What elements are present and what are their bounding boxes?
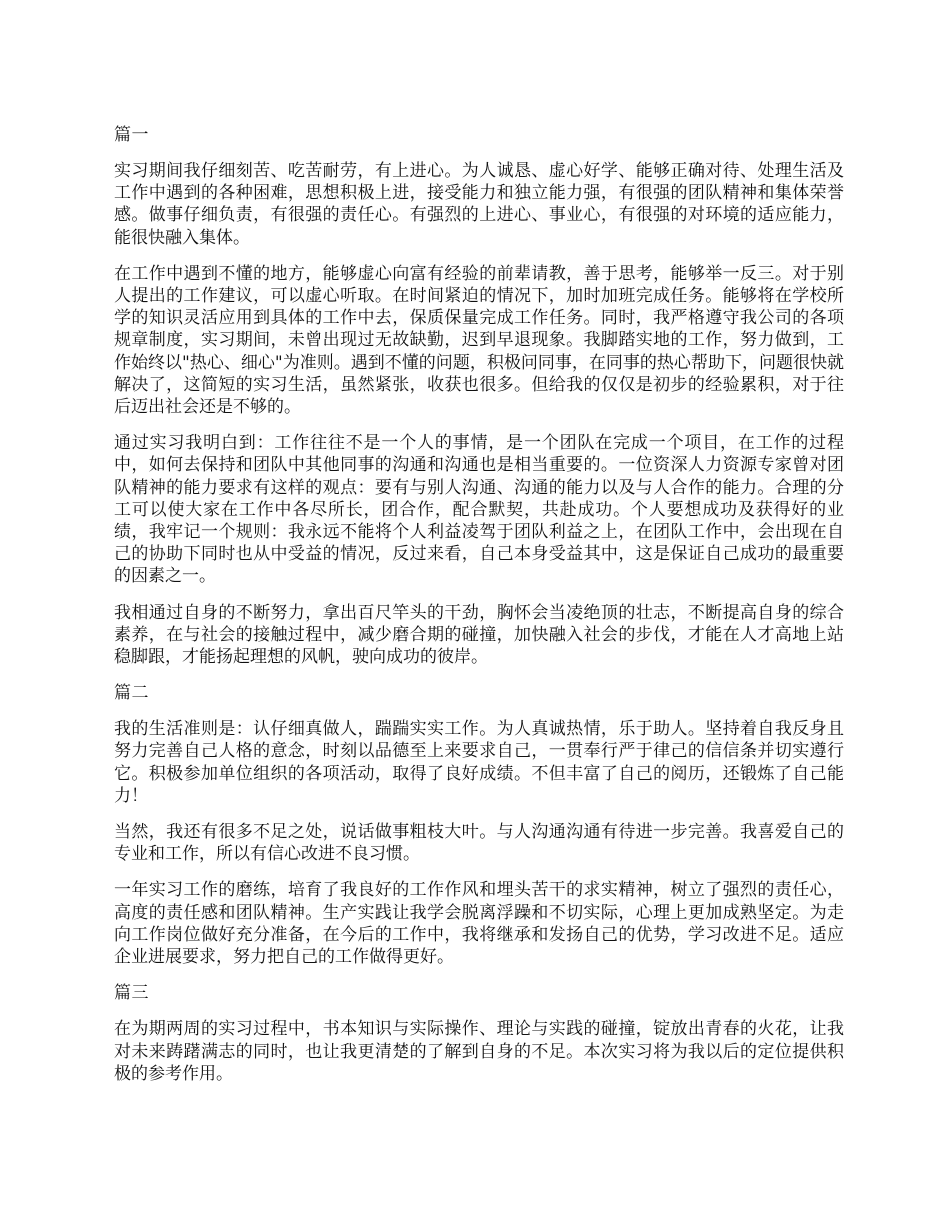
- paragraph: 通过实习我明白到：工作往往不是一个人的事情，是一个团队在完成一个项目，在工作的过程中，如何去保持和团队中其他同事的沟通和沟通也是相当重要的。一位资深人力资源专家曾对团队精神的能力要求有这样的观点：要有与别人沟通、沟通的能力以及与人合作的能力。合理的分工可以使大家在工作中各尽所长，团合作，配合默契，共赴成功。个人要想成功及获得好的业绩，我牢记一个规则：我永远不能将个人利益凌驾于团队利益之上，在团队工作中，会出现在自己的协助下同时也从中受益的情况，反过来看，自己本身受益其中，这是保证自己成功的最重要的因素之一。: [114, 433, 844, 587]
- paragraph: 在为期两周的实习过程中，书本知识与实际操作、理论与实践的碰撞，锭放出青春的火花，让我对未来踌躇满志的同时，也让我更清楚的了解到自身的不足。本次实习将为我以后的定位提供积极的参考作用。: [114, 1019, 844, 1084]
- paragraph: 我的生活准则是：认仔细真做人，踹踹实实工作。为人真诚热情，乐于助人。坚持着自我反身且努力完善自己人格的意念，时刻以品德至上来要求自己，一贯奉行严于律己的信信条并切实遵行它。积极参加单位组织的各项活动，取得了良好成绩。不但丰富了自己的阅历，还锻炼了自己能力！: [114, 719, 844, 806]
- paragraph: 我相通过自身的不断努力，拿出百尺竿头的干劲，胸怀会当凌绝顶的壮志，不断提高自身的综合素养，在与社会的接触过程中，减少磨合期的碰撞，加快融入社会的步伐，才能在人才高地上站稳脚跟，才能扬起理想的风帆，驶向成功的彼岸。: [114, 602, 844, 668]
- section-3: [114, 982, 844, 1085]
- section-2: [114, 682, 844, 968]
- section-heading: 篇三: [114, 983, 149, 1004]
- paragraph: 一年实习工作的磨练，培育了我良好的工作作风和埋头苦干的求实精神，树立了强烈的责任心，高度的责任感和团队精神。生产实践让我学会脱离浮躁和不切实际，心理上更加成熟坚定。为走向工作岗位做好充分准备，在今后的工作中，我将继承和发扬自己的优势，学习改进不足。适应企业进展要求，努力把自己的工作做得更好。: [114, 880, 844, 968]
- section-1: [114, 124, 844, 668]
- paragraph: 当然，我还有很多不足之处，说话做事粗枝大叶。与人沟通沟通有待进一步完善。我喜爱自己的专业和工作，所以有信心改进不良习惯。: [114, 822, 844, 865]
- document-page: [114, 124, 844, 1099]
- section-heading: 篇二: [114, 683, 149, 704]
- paragraph: 实习期间我仔细刻苦、吃苦耐劳，有上进心。为人诚恳、虚心好学、能够正确对待、处理生活及工作中遇到的各种困难，思想积极上进，接受能力和独立能力强，有很强的团队精神和集体荣誉感。做事仔细负责，有很强的责任心。有强烈的上进心、事业心，有很强的对环境的适应能力，能很快融入集体。: [114, 161, 844, 248]
- section-heading: 篇一: [114, 125, 149, 145]
- paragraph: 在工作中遇到不懂的地方，能够虚心向富有经验的前辈请教，善于思考，能够举一反三。对于别人提出的工作建议，可以虚心听取。在时间紧迫的情况下，加时加班完成任务。能够将在学校所学的知识灵活应用到具体的工作中去，保质保量完成工作任务。同时，我严格遵守我公司的各项规章制度，实习期间，未曾出现过无故缺勤，迟到早退现象。我脚踏实地的工作，努力做到，工作始终以"热心、细心"为准则。遇到不懂的问题，积极问同事，在同事的热心帮助下，问题很快就解决了，这简短的实习生活，虽然紧张，收获也很多。但给我的仅仅是初步的经验累积，对于往后迈出社会还是不够的。: [114, 263, 844, 418]
